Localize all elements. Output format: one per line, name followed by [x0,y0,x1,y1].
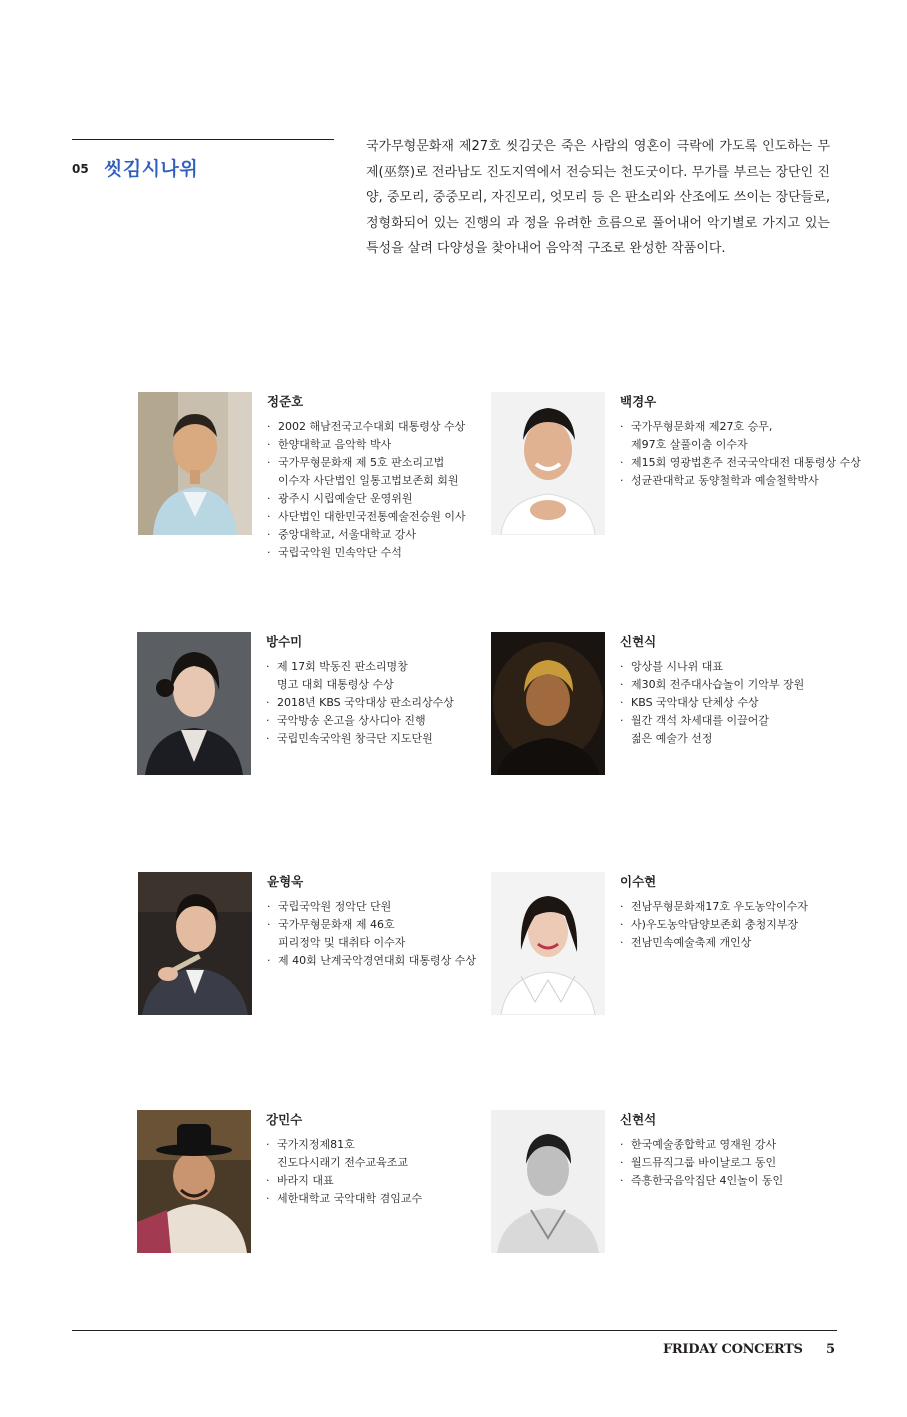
section-number: 05 [72,162,89,176]
bio-item: · 사단법인 대한민국전통예술전승원 이사 [267,510,466,523]
bio-item: · 한국예술종합학교 영재원 강사 [620,1138,777,1151]
portrait-image [491,872,605,1015]
bio-item: · 한양대학교 음악학 박사 [267,438,392,451]
portrait-image [491,632,605,775]
performer-card [137,1110,497,1300]
performer-bio-list [266,658,504,748]
bio-item: 피리정악 및 대취타 이수자 [278,936,406,949]
footer-label: FRIDAY CONCERTS [663,1342,803,1357]
bio-item: · 월드뮤직그룹 바이날로그 동인 [620,1156,777,1169]
performer-name: 신현석 [620,1112,657,1127]
performer-card [138,872,498,1062]
bio-item: · 2018년 KBS 국악대상 판소리상수상 [266,696,454,709]
portrait-image [491,1110,605,1253]
performer-photo [491,632,605,775]
bio-item: · 제30회 전주대사습놀이 기악부 장원 [620,678,805,691]
bio-item: 이수자 사단법인 일통고법보존회 회원 [278,474,459,487]
bio-item: · 국가무형문화재 제 46호 [267,918,395,931]
bio-item: · 국립국악원 민속악단 수석 [267,546,402,559]
bio-item: · 사)우도농악담양보존회 충청지부장 [620,918,799,931]
section-intro-text: 국가무형문화재 제27호 씻김굿은 죽은 사람의 영혼이 극락에 가도록 인도하는 무제(巫祭)로 전라남도 진도지역에서 전승되는 천도굿이다. 무가를 부르는 장단인 진양, 중모리, 중중모리, 자진모리, 엇모리 등 은 판소리와 산조에도 쓰이는 장단들로, 정형화되어 있는 진행의 과 정을 유려한 흐름으로 풀어내어 악기별로 가지고 있는 특성을 살려 다양성을 찾아내어 음악적 구조로 완성한 작품이다. [366,139,830,256]
portrait-image [491,392,605,535]
performer-bio-list [267,418,505,562]
bio-item: · 전남무형문화재17호 우도농악이수자 [620,900,808,913]
bio-item: · 제15회 영광법혼주 전국국악대전 대통령상 수상 [620,456,861,469]
bio-item: 명고 대회 대통령상 수상 [277,678,394,691]
performer-name: 백경우 [620,394,657,409]
section-title: 씻김시나위 [104,158,199,180]
bio-item: · 국가지정제81호 [266,1138,355,1151]
page-number: 5 [826,1342,836,1357]
portrait-image [137,1110,251,1253]
performer-photo [137,632,251,775]
performer-photo [138,392,252,535]
performer-name: 강민수 [266,1112,303,1127]
performer-name: 윤형욱 [267,874,304,889]
performer-bio-list [620,898,858,952]
bio-item: · 성균관대학교 동양철학과 예술철학박사 [620,474,819,487]
bio-item: · 제 17회 박동진 판소리명창 [266,660,408,673]
section-top-rule [72,139,334,140]
performer-card [491,1110,851,1300]
performer-photo [138,872,252,1015]
bio-item: · 광주시 시립예술단 운영위원 [267,492,413,505]
bio-item: · 중앙대학교, 서울대학교 강사 [267,528,417,541]
performer-bio-list [620,418,861,490]
performer-card [491,632,851,822]
bio-item: · 바라지 대표 [266,1174,334,1187]
performer-bio-list [267,898,505,970]
performer-photo [491,392,605,535]
bio-item: · 세한대학교 국악대학 겸임교수 [266,1192,423,1205]
bio-item: 젊은 예술가 선정 [631,732,713,745]
performer-card [491,392,861,582]
bio-item: · 국가무형문화재 제 5호 판소리고법 [267,456,445,469]
portrait-image [138,872,252,1015]
portrait-image [138,392,252,535]
bio-item: · 국립민속국악원 창극단 지도단원 [266,732,433,745]
performer-card [491,872,851,1062]
bio-item: · 제 40회 난계국악경연대회 대통령상 수상 [267,954,476,967]
performer-name: 이수현 [620,874,657,889]
performer-bio-list [620,658,858,748]
bio-item: 제97호 살풀이춤 이수자 [631,438,748,451]
bio-item: 진도다시래기 전수교육조교 [277,1156,409,1169]
bio-item: · KBS 국악대상 단체상 수상 [620,696,759,709]
performer-photo [137,1110,251,1253]
bio-item: · 전남민속예술축제 개인상 [620,936,752,949]
portrait-image [137,632,251,775]
footer-rule [72,1330,837,1331]
bio-item: · 국립국악원 정악단 단원 [267,900,392,913]
performer-bio-list [266,1136,504,1208]
bio-item: · 국가무형문화재 제27호 승무, [620,420,773,433]
performer-bio-list [620,1136,858,1190]
performer-name: 방수미 [266,634,303,649]
performer-photo [491,872,605,1015]
performer-name: 정준호 [267,394,304,409]
bio-item: · 국악방송 온고을 상사디아 진행 [266,714,426,727]
performer-photo [491,1110,605,1253]
bio-item: · 앙상블 시나위 대표 [620,660,724,673]
performer-card [137,632,497,822]
performer-name: 신현식 [620,634,657,649]
bio-item: · 2002 해남전국고수대회 대통령상 수상 [267,420,466,433]
bio-item: · 즉흥한국음악집단 4인놀이 동인 [620,1174,784,1187]
bio-item: · 월간 객석 차세대를 이끌어갈 [620,714,770,727]
performer-card [138,392,498,582]
